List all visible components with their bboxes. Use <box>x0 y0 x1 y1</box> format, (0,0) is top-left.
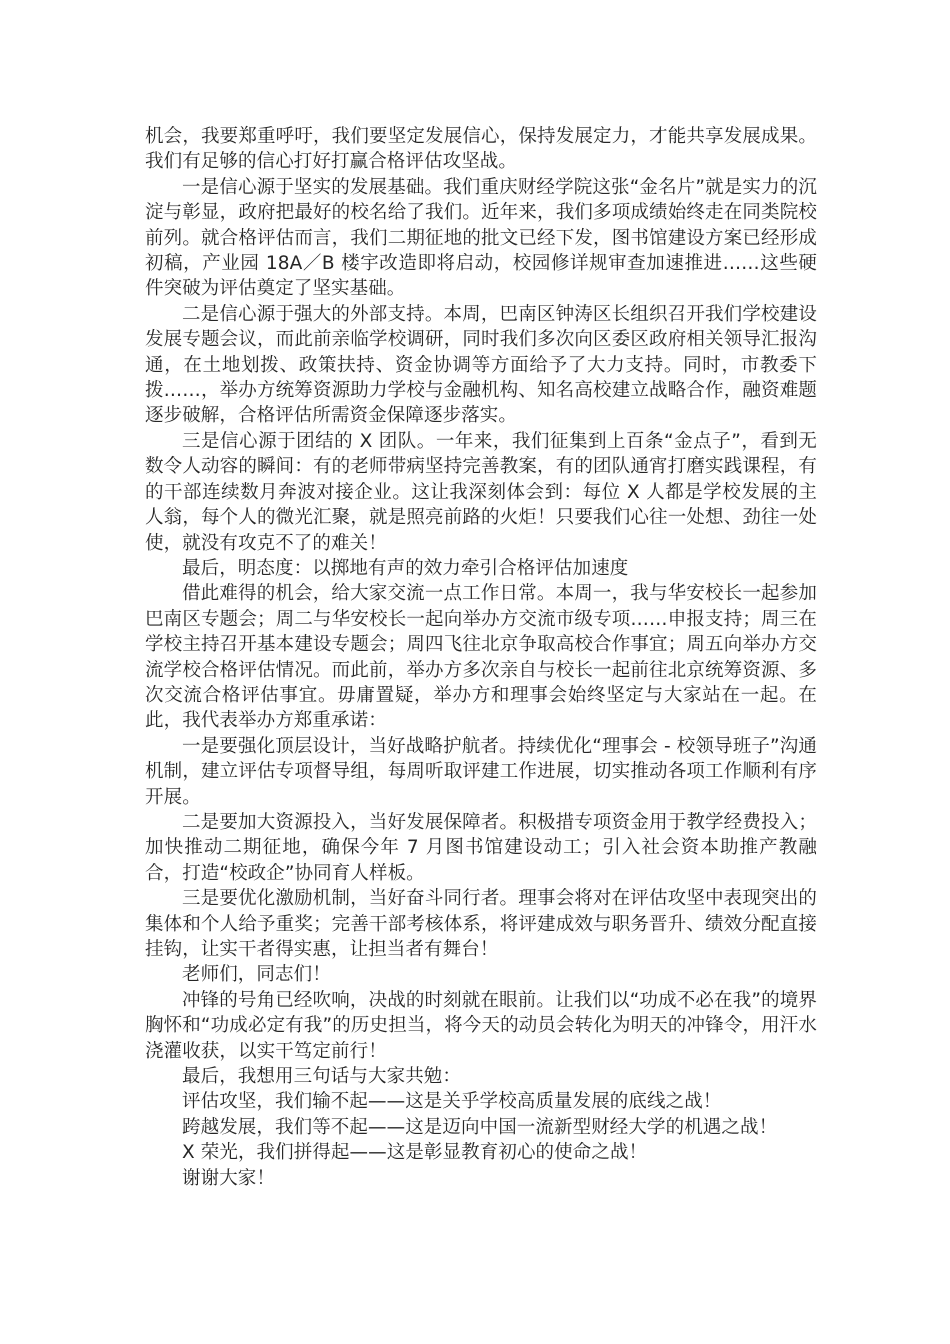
section-heading: 最后，明态度：以掷地有声的效力牵引合格评估加速度 <box>182 557 629 579</box>
paragraph: 三是信心源于团结的 X 团队。一年来，我们征集到上百条“金点子”，看到无数令人动容的瞬间：有的老师带病坚持完善教案，有的团队通宵打磨实践课程，有的干部连续数月奔波对接企业。这让我深刻体会到：每位 X 人都是学校发展的主人翁，每个人的微光汇聚，就是照亮前路的火炬！只要我们心往一处想、劲往一处使，就没有攻克不了的难关！ <box>145 430 817 554</box>
paragraph: 一是信心源于坚实的发展基础。我们重庆财经学院这张“金名片”就是实力的沉淀与彰显，政府把最好的校名给了我们。近年来，我们多项成绩始终走在同类院校前列。就合格评估而言，我们二期征地的批文已经下发，图书馆建设方案已经形成初稿，产业园 18A／B 楼宇改造即将启动，校园修详规审查加速推进……这些硬件突破为评估奠定了坚实基础。 <box>145 176 817 300</box>
paragraph: 借此难得的机会，给大家交流一点工作日常。本周一，我与华安校长一起参加巴南区专题会；周二与华安校长一起向举办方交流市级专项……申报支持；周三在学校主持召开基本建设专题会；周四飞往北京争取高校合作事宜；周五向举办方交流学校合格评估情况。而此前，举办方多次亲自与校长一起前往北京统筹资源、多次交流合格评估事宜。毋庸置疑，举办方和理事会始终坚定与大家站在一起。在此，我代表举办方郑重承诺： <box>145 583 817 732</box>
paragraph: X 荣光，我们拼得起——这是彰显教育初心的使命之战！ <box>182 1142 648 1164</box>
paragraph: 评估攻坚，我们输不起——这是关乎学校高质量发展的底线之战！ <box>182 1091 722 1113</box>
paragraph: 二是要加大资源投入，当好发展保障者。积极措专项资金用于教学经费投入；加快推动二期征地，确保今年 7 月图书馆建设动工；引入社会资本助推产教融合，打造“校政企”协同育人样板。 <box>145 811 817 884</box>
paragraph: 冲锋的号角已经吹响，决战的时刻就在眼前。让我们以“功成不必在我”的境界胸怀和“功成必定有我”的历史担当，将今天的动员会转化为明天的冲锋令，用汗水浇灌收获，以实干笃定前行！ <box>145 989 817 1062</box>
paragraph: 二是信心源于强大的外部支持。本周，巴南区钟涛区长组织召开我们学校建设发展专题会议，而此前亲临学校调研，同时我们多次向区委区政府相关领导汇报沟通，在土地划拨、政策扶持、资金协调等方面给予了大力支持。同时，市教委下拨……，举办方统筹资源助力学校与金融机构、知名高校建立战略合作，融资难题逐步破解，合格评估所需资金保障逐步落实。 <box>145 303 817 427</box>
paragraph: 三是要优化激励机制，当好奋斗同行者。理事会将对在评估攻坚中表现突出的集体和个人给予重奖；完善干部考核体系，将评建成效与职务晋升、绩效分配直接挂钩，让实干者得实惠，让担当者有舞台！ <box>145 888 817 960</box>
paragraph: 谢谢大家！ <box>182 1167 276 1189</box>
paragraph: 一是要强化顶层设计，当好战略护航者。持续优化“理事会 - 校领导班子”沟通机制，建立评估专项督导组，每周听取评建工作进展，切实推动各项工作顺利有序开展。 <box>145 735 817 808</box>
paragraph: 老师们，同志们！ <box>182 964 331 986</box>
paragraph: 跨越发展，我们等不起——这是迈向中国一流新型财经大学的机遇之战！ <box>182 1116 778 1138</box>
paragraph: 机会，我要郑重呼吁，我们要坚定发展信心，保持发展定力，才能共享发展成果。我们有足够的信心打好打赢合格评估攻坚战。 <box>145 126 817 173</box>
document-body <box>145 124 817 1191</box>
paragraph: 最后，我想用三句话与大家共勉： <box>182 1066 462 1088</box>
